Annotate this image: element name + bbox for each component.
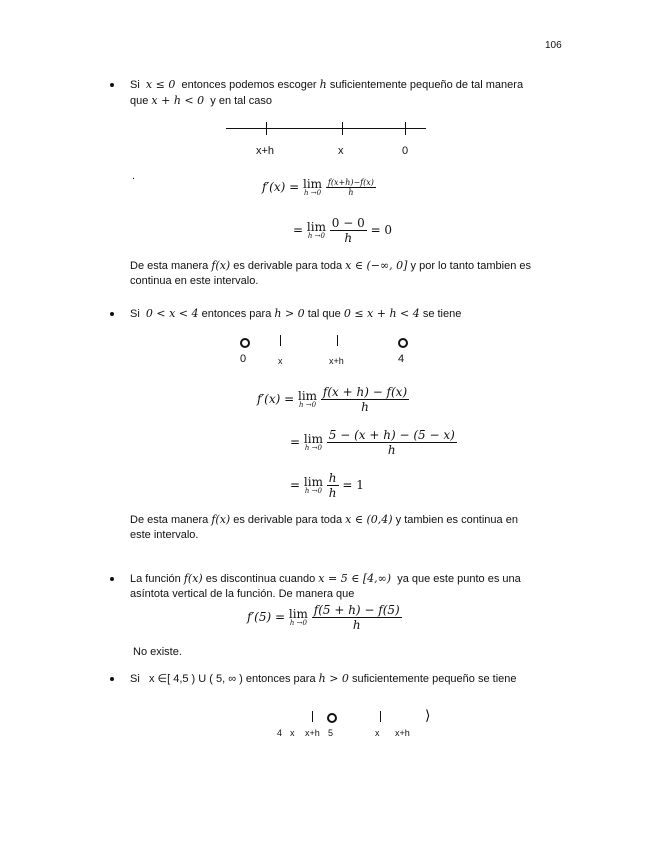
open-point <box>327 713 337 723</box>
section2-equation-3: = lim h →0 $\frac{h}{h}$ = 1 <box>290 471 364 500</box>
open-point <box>398 338 408 348</box>
bullet <box>110 83 114 87</box>
arrow-icon: ⟩ <box>425 707 431 723</box>
label-x-plus-h: x+h <box>395 728 410 738</box>
section2-line1: Si 0 < x < 4 entonces para h > 0 tal que 0 ≤ x + h < 4 se tiene <box>130 307 462 320</box>
bullet <box>110 577 114 581</box>
open-point <box>240 338 250 348</box>
section4-line1: Si x ∈[ 4,5 ) U ( 5, ∞ ) entonces para h > 0 suficientemente pequeño se tiene <box>130 672 517 685</box>
section2-equation-1: f′(x) = lim h →0 $\frac{f(x + h) - f(x)}{h}$ <box>257 385 408 414</box>
section2-conclusion-line1: De esta manera f(x) es derivable para toda x ∈ (0,4) y tambien es continua en <box>130 513 518 526</box>
stray-dot: . <box>132 170 136 182</box>
bullet <box>110 677 114 681</box>
section1-line2: que x + h < 0 y en tal caso <box>130 94 273 107</box>
section2-equation-2: = lim h →0 $\frac{5 - (x + h) - (5 - x)}{h}$ <box>290 428 455 457</box>
section1-conclusion-line2: continua en este intervalo. <box>130 275 259 287</box>
label-zero: 0 <box>240 353 247 365</box>
section1-equation-2: = lim h →0 $\frac{0 - 0}{h}$ = 0 <box>293 216 393 245</box>
label-five: 5 <box>328 728 334 738</box>
section3-line2: asíntota vertical de la función. De manera que <box>130 588 355 600</box>
label-zero: 0 <box>402 145 409 157</box>
section1-conclusion-line1: De esta manera f(x) es derivable para toda x ∈ (−∞, 0] y por lo tanto tambien es <box>130 259 531 272</box>
no-existe: No existe. <box>133 646 182 658</box>
bullet <box>110 312 114 316</box>
page-number: 106 <box>545 40 562 51</box>
label-x: x <box>338 145 344 157</box>
section2-conclusion-line2: este intervalo. <box>130 529 199 541</box>
label-x: x <box>290 728 295 738</box>
section3-equation: f′(5) = lim h →0 $\frac{f(5 + h) - f(5)}{h}$ <box>247 603 400 632</box>
label-x-plus-h: x+h <box>256 145 275 157</box>
label-x: x <box>375 728 380 738</box>
label-x-plus-h: x+h <box>305 728 320 738</box>
label-x: x <box>278 356 283 366</box>
label-x-plus-h: x+h <box>329 356 344 366</box>
section1-line1: Si x ≤ 0 entonces podemos escoger h suficientemente pequeño de tal manera <box>130 78 524 91</box>
label-four: 4 <box>277 728 283 738</box>
section3-line1: La función f(x) es discontinua cuando x = 5 ∈ [4,∞) ya que este punto es una <box>130 572 521 585</box>
label-four: 4 <box>398 353 405 365</box>
section1-equation-1: f′(x) = lim h →0 $\frac{f(x+h)-f(x)}{h}$ <box>262 177 374 197</box>
